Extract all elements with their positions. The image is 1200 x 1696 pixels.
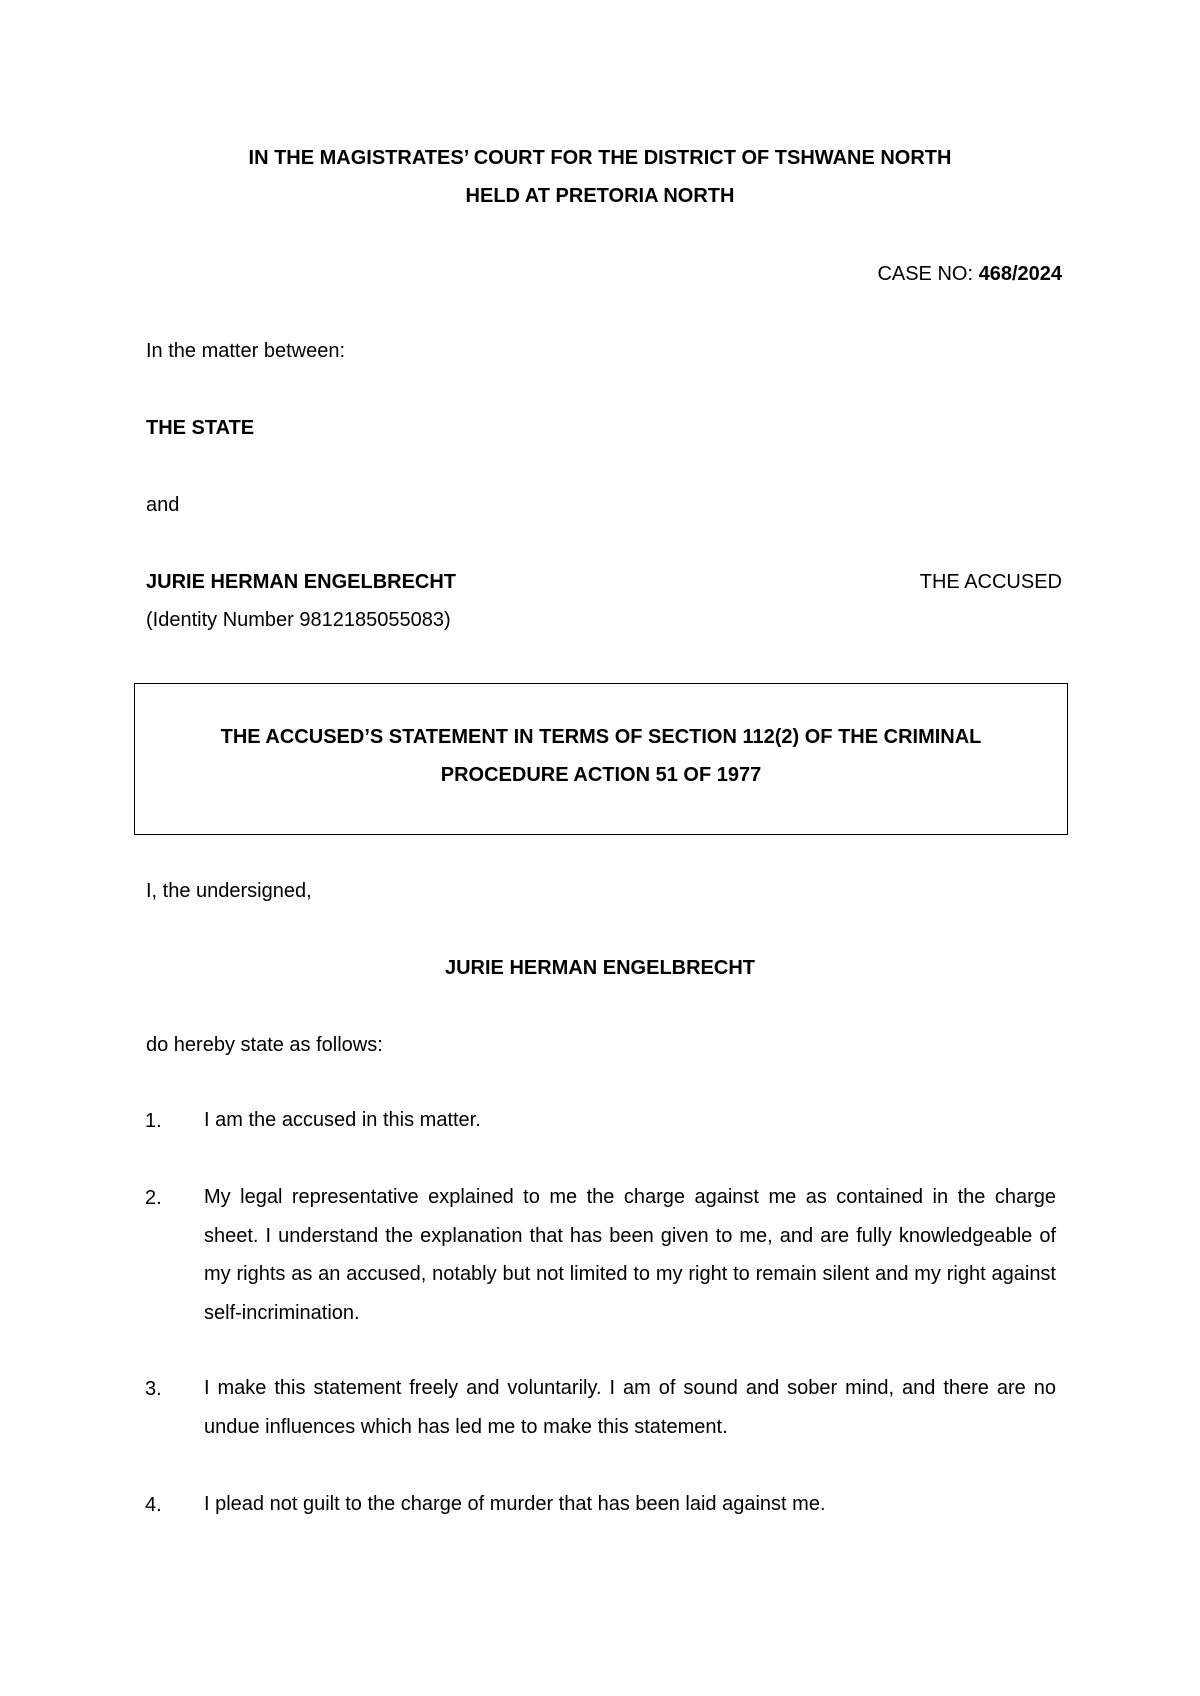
paragraph-text: I plead not guilt to the charge of murder that has been laid against me. xyxy=(204,1493,826,1515)
accused-identity-number: (Identity Number 9812185055083) xyxy=(146,609,451,631)
case-number-line xyxy=(877,263,1062,286)
accused-role: THE ACCUSED xyxy=(919,571,1062,593)
party-state: THE STATE xyxy=(146,417,255,439)
case-number-label: CASE NO: xyxy=(877,263,979,285)
court-heading: IN THE MAGISTRATES’ COURT FOR THE DISTRICT OF TSHWANE NORTH xyxy=(248,147,952,169)
statement-title-box xyxy=(134,683,1068,835)
paragraph-text: I make this statement freely and voluntarily. I am of sound and sober mind, and there are no undue influences which has led me to make this statement. xyxy=(204,1377,1056,1438)
declarant-name: JURIE HERMAN ENGELBRECHT xyxy=(444,957,756,979)
statement-title-line-2: PROCEDURE ACTION 51 OF 1977 xyxy=(440,764,762,786)
paragraph-text: I am the accused in this matter. xyxy=(204,1109,481,1131)
declaration-intro: I, the undersigned, xyxy=(146,880,312,902)
paragraph-text: My legal representative explained to me the charge against me as contained in the charge sheet. I understand the explanation that has been given to me, and are fully knowledgeable of my rights as an accused, notably but not limited to my right to remain silent and my right against self-incrimination. xyxy=(204,1186,1056,1324)
accused-name: JURIE HERMAN ENGELBRECHT xyxy=(146,571,457,593)
paragraph-number: 3. xyxy=(145,1378,162,1400)
declaration-outro: do hereby state as follows: xyxy=(146,1034,383,1056)
paragraph-number: 1. xyxy=(145,1110,162,1132)
statement-title-line-1: THE ACCUSED’S STATEMENT IN TERMS OF SECTION 112(2) OF THE CRIMINAL xyxy=(220,726,982,748)
matter-intro: In the matter between: xyxy=(146,340,346,362)
paragraph-number: 2. xyxy=(145,1187,162,1209)
case-number-value: 468/2024 xyxy=(978,263,1062,285)
party-conjunction: and xyxy=(146,494,180,516)
paragraph-number: 4. xyxy=(145,1494,162,1516)
court-location: HELD AT PRETORIA NORTH xyxy=(465,185,735,207)
